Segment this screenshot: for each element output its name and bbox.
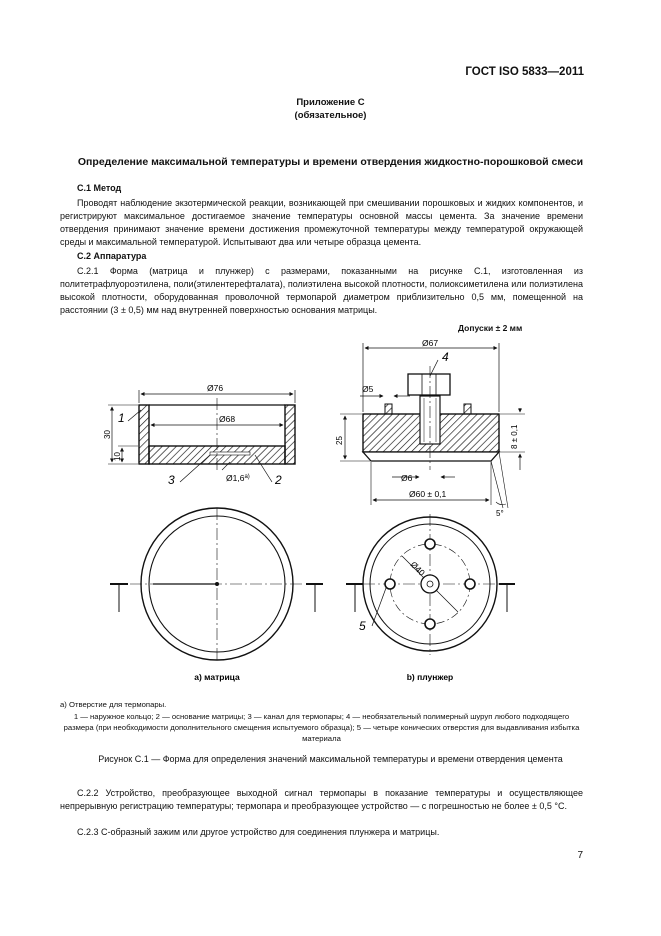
figure-footnote: а) Отверстие для термопары. <box>60 700 167 709</box>
annex-title: Приложение С <box>296 97 365 108</box>
dim-d16: Ø1,6$^{a)}$ <box>226 473 250 483</box>
dim-d68: Ø68 <box>219 414 236 424</box>
method-text: Проводят наблюдение экзотермической реакции, возникающей при смешивании порошковых и жидких компонентов, и регистрируют максимальное достигаемое значение температуры основной массы цемента. За значение времени отвердения принимают значение времени достижения промежуточной температуры между температурой окружающей среды и максимальной температурой. Испытывают два или четыре образца цемента. <box>60 198 583 248</box>
document-header: ГОСТ ISO 5833—2011 <box>465 66 584 78</box>
dim-d76: Ø76 <box>207 383 224 393</box>
callout-3: 3 <box>168 473 175 487</box>
annex-heading <box>0 96 661 122</box>
dim-d60: Ø60 ± 0,1 <box>409 489 447 499</box>
callout-4: 4 <box>442 350 449 364</box>
callout-1: 1 <box>118 411 125 425</box>
dim-angle: 5° <box>496 509 504 518</box>
page-number: 7 <box>577 850 583 861</box>
paragraph-c2-3: С.2.3 С-образный зажим или другое устройство для соединения плунжера и матрицы. <box>77 827 440 837</box>
paragraph-c2-2: С.2.2 Устройство, преобразующее выходной сигнал термопары в показание температуры и осуществляющее непрерывную регистрацию температуры; термопара и преобразующее устройство — с погрешностью не более ± 0,5 °С. <box>60 788 583 812</box>
label-matrix: а) матрица <box>194 672 240 682</box>
dim-h10: 10 <box>113 452 122 461</box>
callout-2: 2 <box>275 473 282 487</box>
dim-d6: Ø6 <box>401 473 413 483</box>
figure-legend: 1 — наружное кольцо; 2 — основание матрицы; 3 — канал для термопары; 4 — необязательный полимерный шуруп любого подходящего размера (при необходимости дополнительного смещения испытуемого образца); 5 — четыре конических отверстия для выдавливания избытка материала <box>63 712 580 743</box>
tolerance-note: Допуски ± 2 мм <box>458 323 523 333</box>
apparatus-heading: С.2 Аппаратура <box>77 251 147 261</box>
dim-h8: 8 ± 0,1 <box>510 424 519 449</box>
technical-drawing <box>95 322 565 687</box>
figure-caption: Рисунок С.1 — Форма для определения значений максимальной температуры и времени отвердения цемента <box>98 754 563 764</box>
section-title: Определение максимальной температуры и времени отвердения жидкостно-порошковой смеси <box>77 156 584 168</box>
dim-d40: Ø40 <box>408 559 428 578</box>
label-plunger: b) плунжер <box>406 672 454 682</box>
dim-h30: 30 <box>103 430 112 439</box>
plunger-plan-view <box>346 514 515 655</box>
annex-status: (обязательное) <box>294 110 367 121</box>
matrix-section <box>108 390 295 482</box>
matrix-plan-view <box>110 508 323 662</box>
dim-d5: Ø5 <box>362 384 374 394</box>
method-heading: С.1 Метод <box>77 183 122 193</box>
dim-d67: Ø67 <box>422 338 439 348</box>
paragraph-c2-1: С.2.1 Форма (матрица и плунжер) с размерами, показанными на рисунке С.1, изготовленная из политетрафлуороэтилена, поли(этилентерефталата), полиэтилена высокой плотности, полиоксиметилена или полиэтилена высокой плотности, оборудованная проволочной термопарой диаметром приблизительно 0,5 мм, помещенной на расстоянии (3 ± 0,5) мм над внутренней поверхностью основания матрицы. <box>60 266 583 316</box>
plunger-section <box>340 343 525 508</box>
callout-5: 5 <box>359 619 366 633</box>
dim-h25: 25 <box>335 436 344 445</box>
